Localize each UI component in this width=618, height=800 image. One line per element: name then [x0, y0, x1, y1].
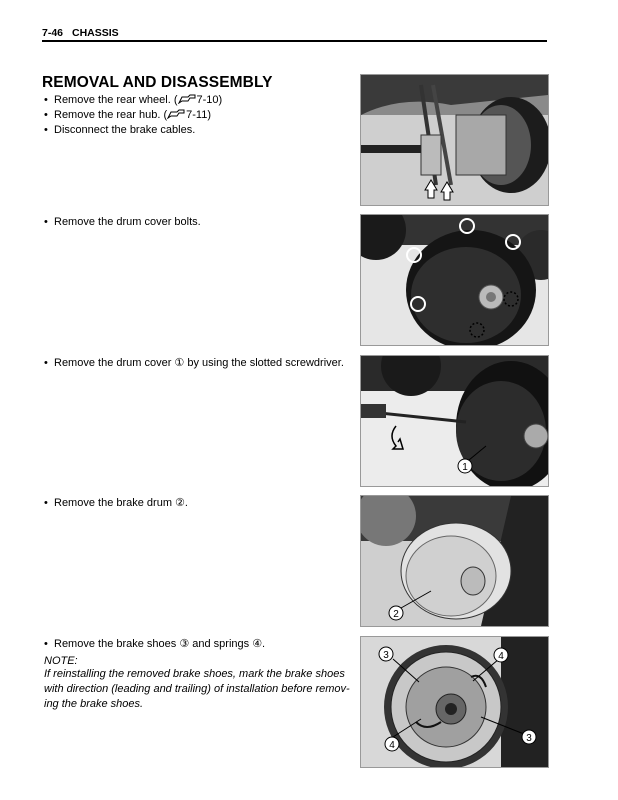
step-2-text: • Remove the drum cover bolts. [44, 216, 201, 228]
step-line: • Disconnect the brake cables. [44, 124, 196, 136]
callout-1 [458, 459, 472, 473]
callout-4 [494, 648, 508, 662]
step-5-text: • Remove the brake shoes ③ and springs ④. NOTE: If reinstalling the removed brake shoes, mark the brake shoes with direction (leading and trailing) of installation before remov- ing the brake shoes. [44, 638, 350, 710]
svg-text:2: 2 [393, 609, 399, 620]
note-line: with direction (leading and trailing) of installation before remov- [44, 683, 350, 695]
reference-pointer-icon [167, 109, 185, 123]
photo-brake-cables [360, 74, 549, 206]
svg-text:4: 4 [498, 651, 504, 662]
step-line: • Remove the rear hub. ( 7-11) [44, 109, 211, 121]
callout-2 [389, 606, 403, 620]
photo-drum-cover-screwdriver [360, 355, 549, 487]
photo-brake-drum [360, 495, 549, 627]
svg-text:1: 1 [462, 462, 468, 473]
section-title: CHASSIS [72, 27, 119, 39]
svg-text:3: 3 [526, 733, 532, 744]
section-heading: REMOVAL AND DISASSEMBLY [42, 74, 273, 91]
reference-pointer-icon [178, 94, 196, 108]
svg-text:3: 3 [383, 650, 389, 661]
page-header [42, 27, 547, 43]
callout-3 [522, 730, 536, 744]
step-3-text: • Remove the drum cover ① by using the slotted screwdriver. [44, 357, 344, 369]
page-number: 7-46 [42, 27, 64, 39]
callout-4 [385, 737, 399, 751]
step-line: • Remove the rear wheel. ( 7-10) [44, 94, 223, 106]
callout-3 [379, 647, 393, 661]
photo-brake-shoes-springs [360, 636, 549, 768]
step-4-text: • Remove the brake drum ②. [44, 497, 188, 509]
svg-text:4: 4 [389, 740, 395, 751]
step-1-text [44, 93, 344, 137]
header-rule [42, 40, 547, 42]
note-line: If reinstalling the removed brake shoes, mark the brake shoes [44, 668, 345, 680]
photo-drum-cover-bolts [360, 214, 549, 346]
note-heading: NOTE: [44, 655, 78, 667]
note-line: ing the brake shoes. [44, 698, 144, 710]
